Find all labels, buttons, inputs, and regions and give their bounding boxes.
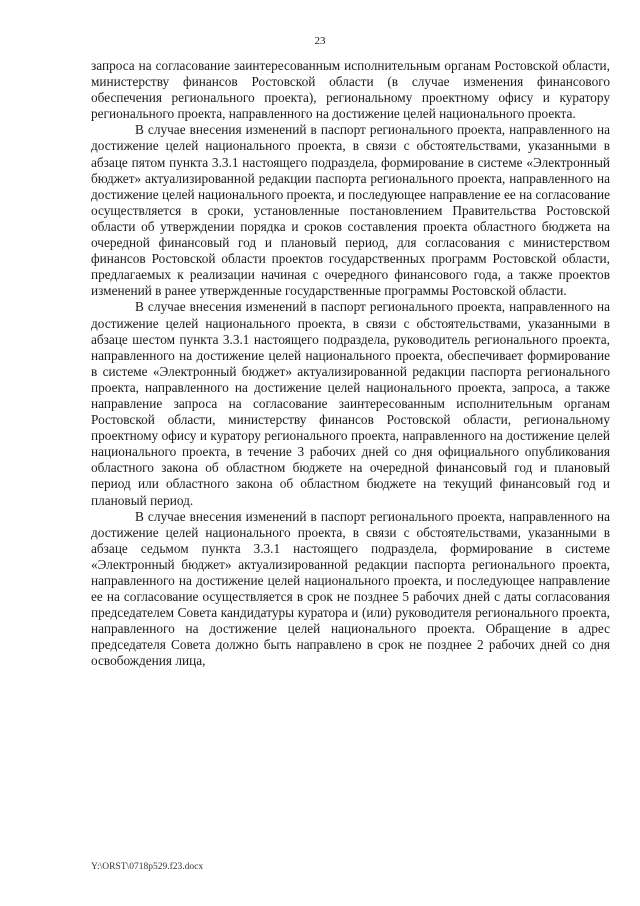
document-body	[91, 58, 610, 670]
paragraph: В случае внесения изменений в паспорт регионального проекта, направленного на достижение целей национального проекта, в связи с обстоятельствами, указанными в абзаце пятом пункта 3.3.1 настоящего подраздела, формирование в системе «Электронный бюджет» актуализированной редакции паспорта регионального проекта, направленного на достижение целей национального проекта, и последующее направление ее на согласование осуществляется в сроки, установленные постановлением Правительства Ростовской области об утверждении порядка и сроков составления проекта областного бюджета на очередной финансовый год и плановый период, для согласования с министерством финансов Ростовской области проектов государственных программ Ростовской области, предлагаемых к реализации начиная с очередного финансового года, а также проектов изменений в ранее утвержденные государственные программы Ростовской области.	[91, 122, 610, 299]
paragraph: В случае внесения изменений в паспорт регионального проекта, направленного на достижение целей национального проекта, в связи с обстоятельствами, указанными в абзаце шестом пункта 3.3.1 настоящего подраздела, руководитель регионального проекта, направленного на достижение целей национального проекта, обеспечивает формирование в системе «Электронный бюджет» актуализированной редакции паспорта регионального проекта, направленного на достижение целей национального проекта, запроса, а также направление запроса на согласование заинтересованным исполнительным органам Ростовской области, министерству финансов Ростовской области, региональному проектному офису и куратору регионального проекта, направленного на достижение целей национального проекта, в течение 3 рабочих дней со дня официального опубликования областного закона об областном бюджете на очередной финансовый год и плановый период или областного закона об областном бюджете на текущий финансовый год и плановый период.	[91, 299, 610, 508]
page-number: 23	[314, 35, 326, 47]
paragraph: запроса на согласование заинтересованным исполнительным органам Ростовской области, министерству финансов Ростовской области (в случае изменения финансового обеспечения регионального проекта), региональному проектному офису и куратору регионального проекта, направленного на достижение целей национального проекта.	[91, 58, 610, 122]
footer-file-path: Y:\ORST\0718p529.f23.docx	[91, 862, 204, 872]
paragraph: В случае внесения изменений в паспорт регионального проекта, направленного на достижение целей национального проекта, в связи с обстоятельствами, указанными в абзаце седьмом пункта 3.3.1 настоящего подраздела, формирование в системе «Электронный бюджет» актуализированной редакции паспорта регионального проекта, направленного на достижение целей национального проекта, и последующее направление ее на согласование осуществляется в срок не позднее 5 рабочих дней с даты согласования председателем Совета кандидатуры куратора и (или) руководителя регионального проекта, направленного на достижение целей национального проекта. Обращение в адрес председателя Совета должно быть направлено в срок не позднее 2 рабочих дней со дня освобождения лица,	[91, 508, 610, 669]
